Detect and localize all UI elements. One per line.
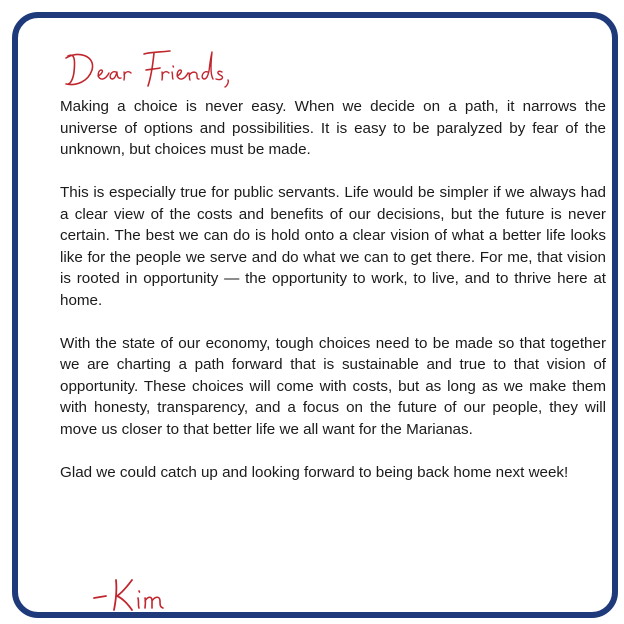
paragraph-3: With the state of our economy, tough choices need to be made so that together we are charting a path forward that is sustainable and true to that vision of opportunity. These choices will come with costs, but as long as we make them with honesty, transparency, and a focus on the future of our people, they will move us closer to that better life we all want for the Marianas. — [60, 334, 606, 438]
paragraph-2: This is especially true for public servants. Life would be simpler if we always had a clear view of the costs and benefits of our decisions, but the future is never certain. The best we can do is hold onto a clear vision of what a better life looks like for the people we serve and do what we can to get there. For me, that vision is rooted in opportunity — the opportunity to work, to live, and to thrive here at home. — [60, 184, 606, 309]
letter-card — [12, 12, 618, 618]
greeting-handwriting — [58, 42, 258, 92]
paragraph-1: Making a choice is never easy. When we decide on a path, it narrows the universe of options and possibilities. It is easy to be paralyzed by fear of the unknown, but choices must be made. — [60, 98, 606, 158]
letter-body — [60, 96, 606, 505]
signature-handwriting — [90, 574, 180, 614]
paragraph-4: Glad we could catch up and looking forward to being back home next week! — [60, 463, 569, 481]
